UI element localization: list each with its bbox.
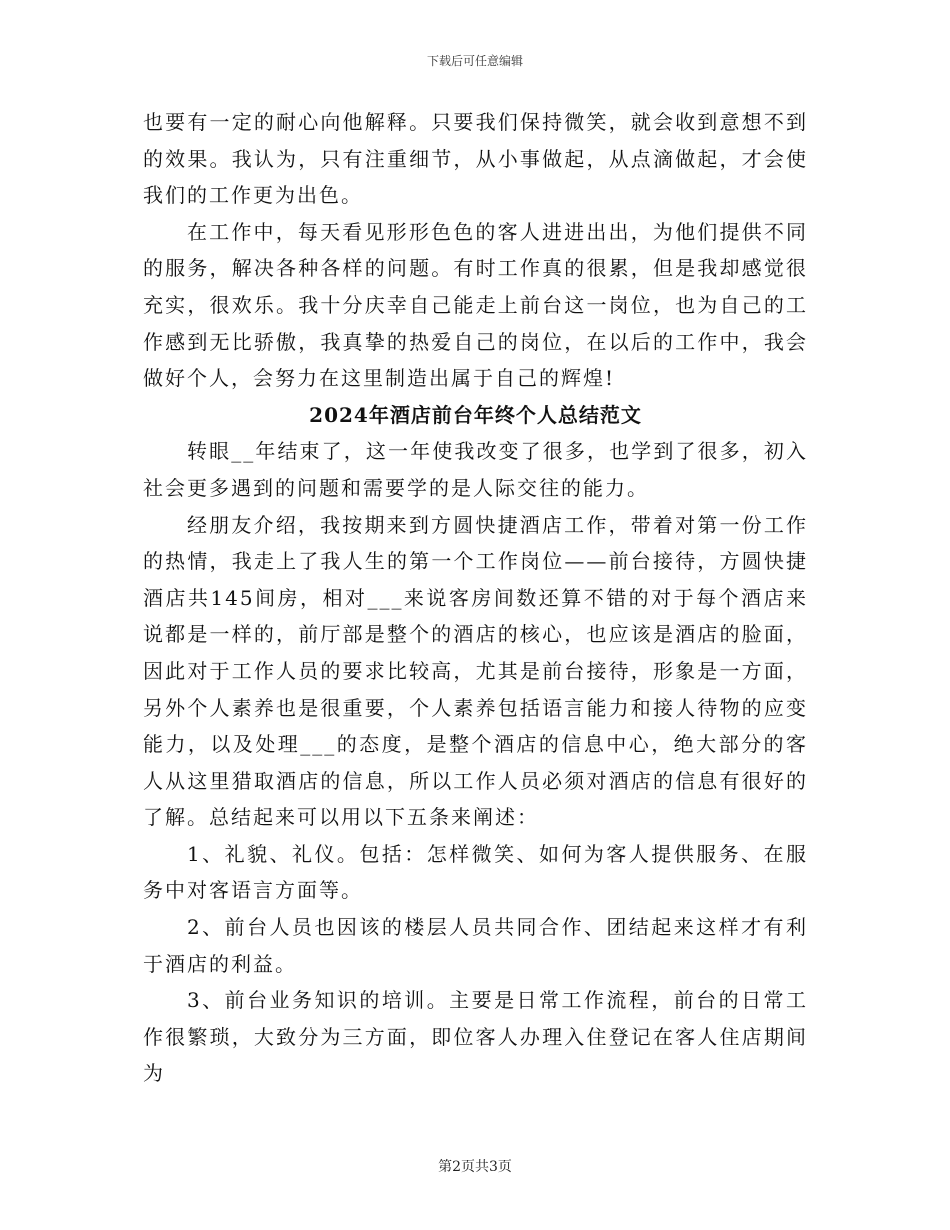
paragraph-year-intro: 转眼__年结束了，这一年使我改变了很多，也学到了很多，初入社会更多遇到的问题和需要学的是人际交往的能力。	[143, 439, 808, 500]
list-item-cooperation: 2、前台人员也因该的楼层人员共同合作、团结起来这样才有利于酒店的利益。	[143, 915, 808, 976]
document-body	[143, 104, 808, 1092]
list-item-training: 3、前台业务知识的培训。主要是日常工作流程，前台的日常工作很繁琐，大致分为三方面，即位客人办理入住登记在客人住店期间为	[143, 988, 808, 1086]
page-header: 下载后可任意编辑	[426, 54, 523, 68]
section-title: 2024年酒店前台年终个人总结范文	[309, 402, 642, 427]
paragraph-work-feelings: 在工作中，每天看见形形色色的客人进进出出，为他们提供不同的服务，解决各种各样的问题。有时工作真的很累，但是我却感觉很充实，很欢乐。我十分庆幸自己能走上前台这一岗位，也为自己的工作感到无比骄傲，我真挚的热爱自己的岗位，在以后的工作中，我会做好个人，会努力在这里制造出属于自己的辉煌!	[143, 219, 808, 391]
page-number: 第2页共3页	[438, 1159, 512, 1175]
paragraph-hotel-work: 经朋友介绍，我按期来到方圆快捷酒店工作，带着对第一份工作的热情，我走上了我人生的第一个工作岗位——前台接待，方圆快捷酒店共145间房，相对___来说客房间数还算不错的对于每个酒店来说都是一样的，前厅部是整个的酒店的核心，也应该是酒店的脸面，因此对于工作人员的要求比较高，尤其是前台接待，形象是一方面，另外个人素养也是很重要，个人素养包括语言能力和接人待物的应变能力，以及处理___的态度，是整个酒店的信息中心，绝大部分的客人从这里猎取酒店的信息，所以工作人员必须对酒店的信息有很好的了解。总结起来可以用以下五条来阐述：	[143, 512, 808, 830]
list-item-etiquette: 1、礼貌、礼仪。包括：怎样微笑、如何为客人提供服务、在服务中对客语言方面等。	[143, 841, 808, 903]
paragraph-continuation: 也要有一定的耐心向他解释。只要我们保持微笑，就会收到意想不到的效果。我认为，只有注重细节，从小事做起，从点滴做起，才会使我们的工作更为出色。	[143, 110, 808, 208]
